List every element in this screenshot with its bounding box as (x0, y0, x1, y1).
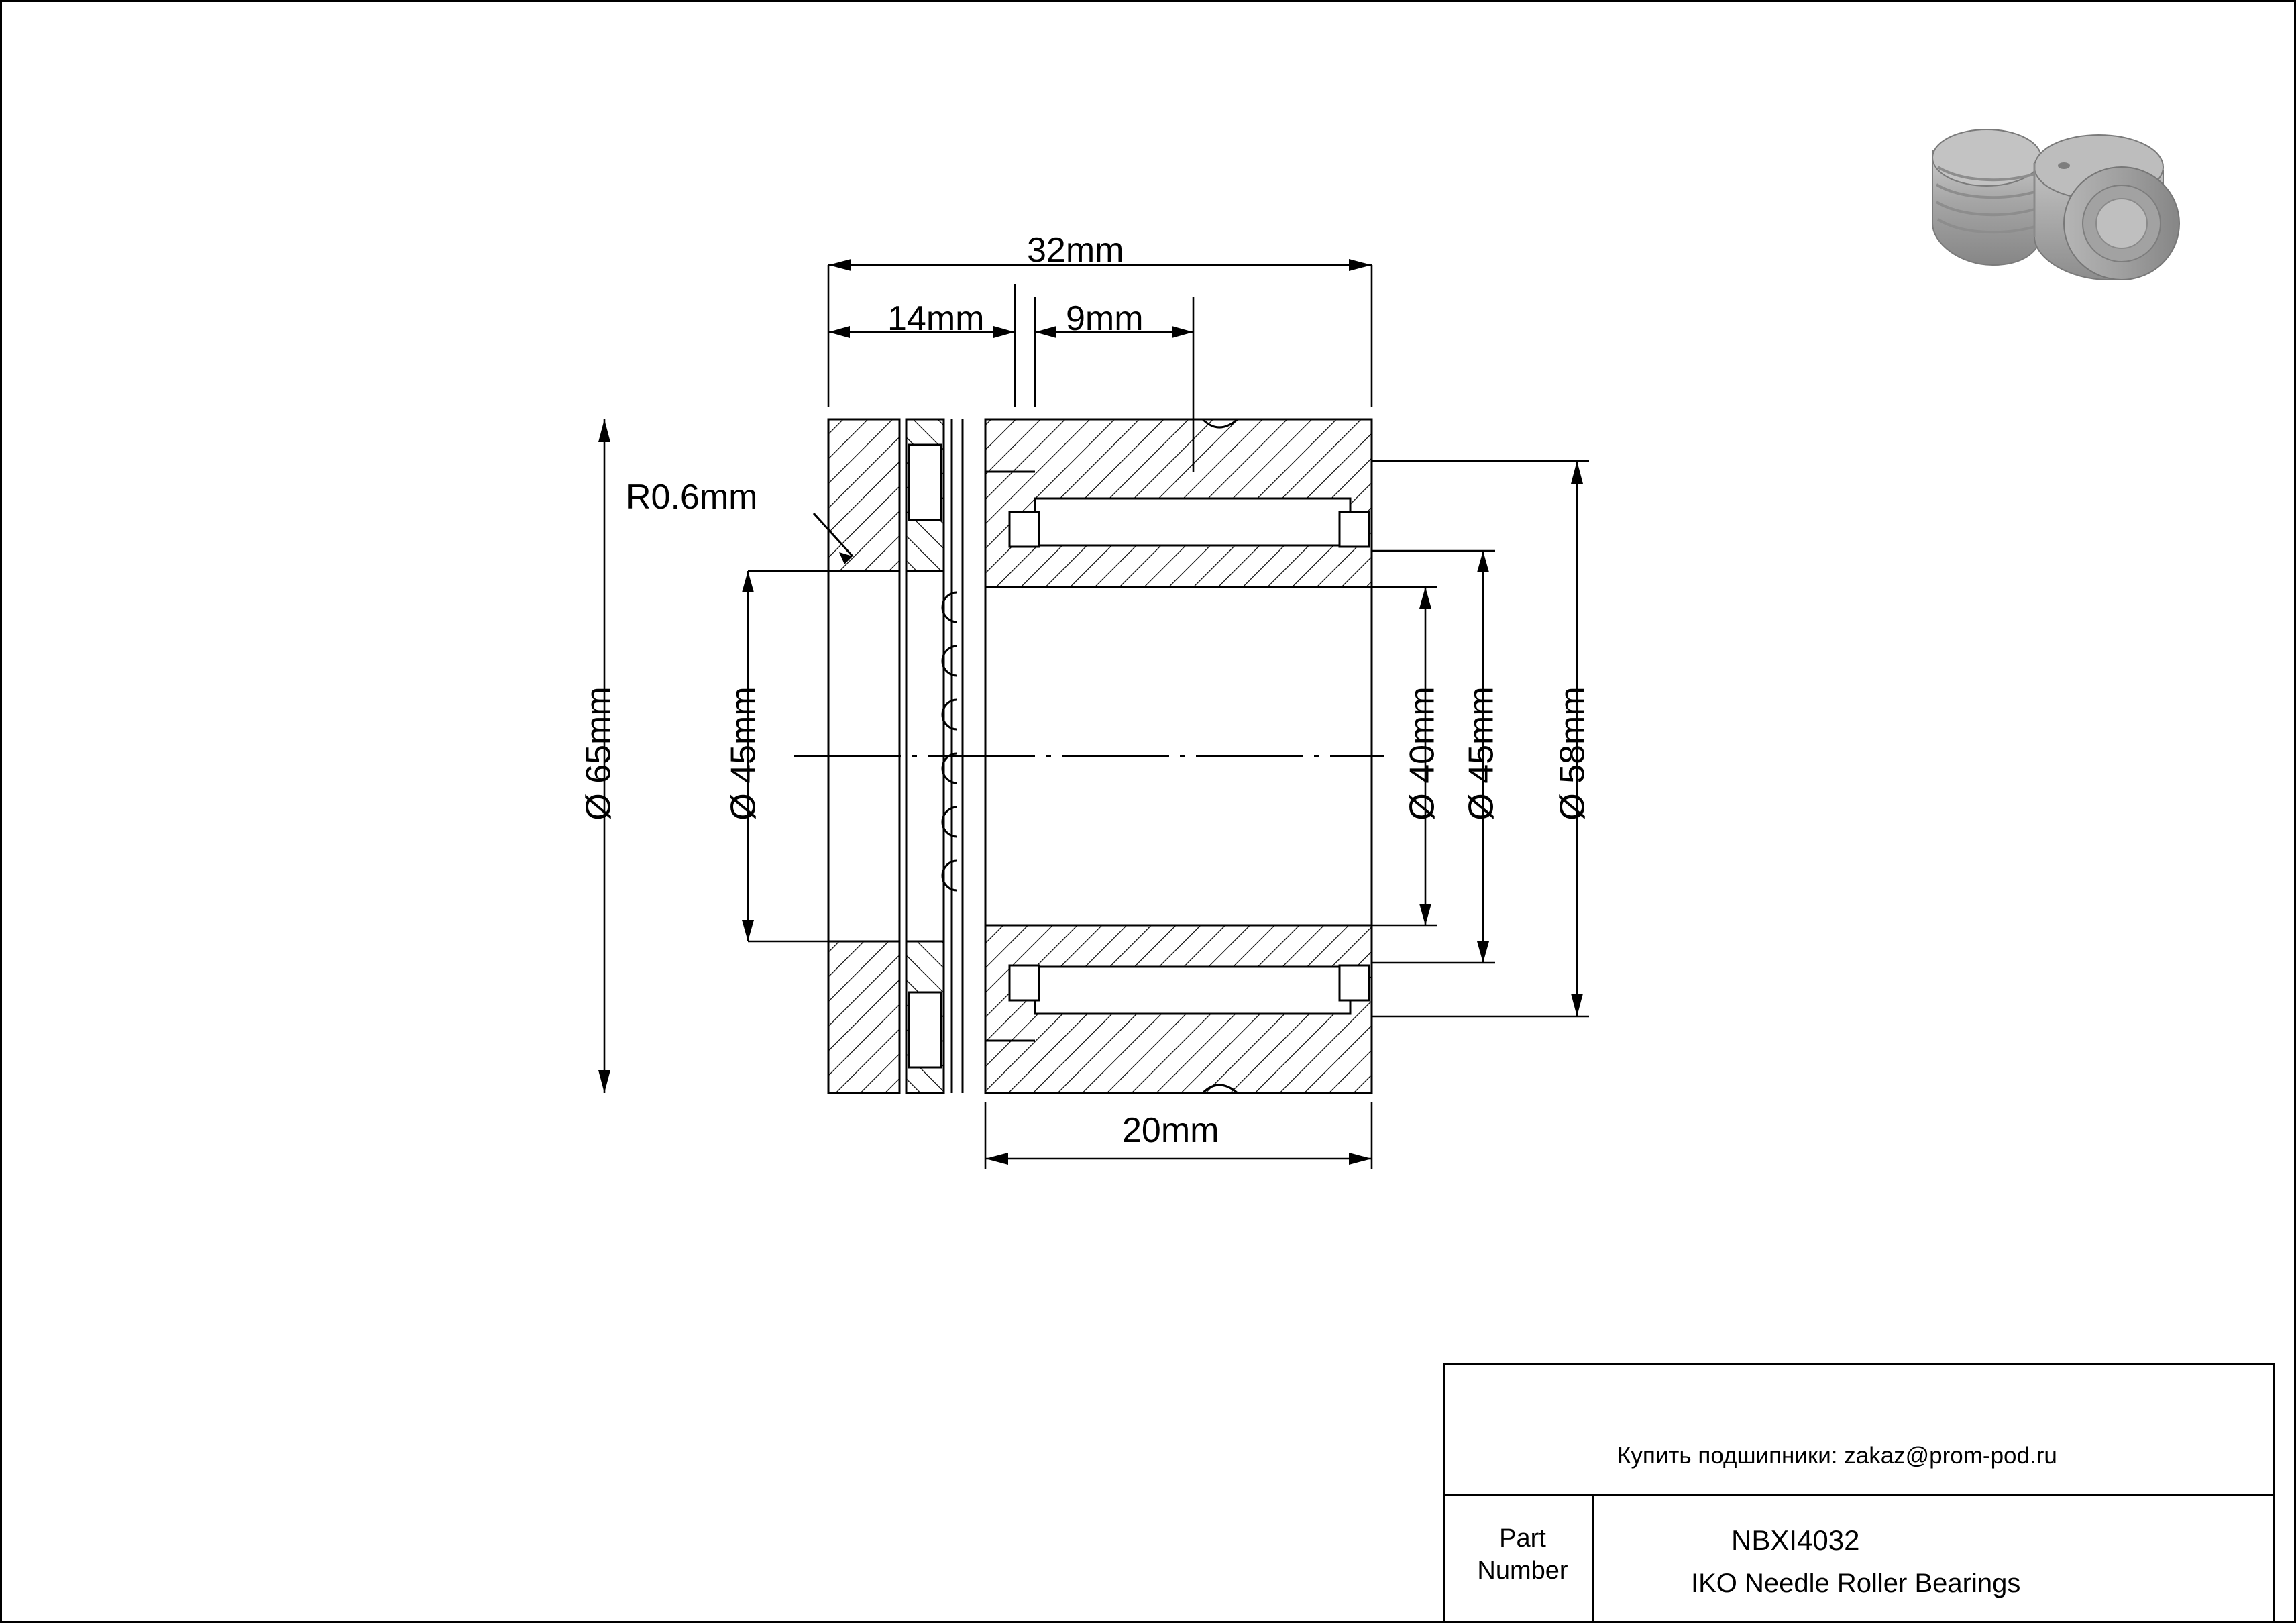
dim-bore-diameter: Ø 40mm (1403, 686, 1442, 821)
tb-top-border (1443, 1363, 2275, 1365)
tb-right-border (2273, 1363, 2275, 1623)
title-block (1443, 1363, 2275, 1623)
dim-flange-width: 14mm (887, 299, 985, 338)
part-number-label-line1: Part (1499, 1524, 1546, 1553)
tb-mid-border (1443, 1494, 2275, 1496)
dim-outer-diameter: Ø 58mm (1553, 686, 1592, 821)
dim-inner-width: 9mm (1066, 299, 1144, 338)
dim-overall-width: 32mm (1027, 231, 1124, 270)
dim-corner-radius: R0.6mm (626, 478, 758, 517)
part-description: IKO Needle Roller Bearings (1691, 1569, 2021, 1598)
isometric-render (1932, 129, 2179, 280)
tb-left-border (1443, 1363, 1445, 1623)
dim-body-width: 20mm (1122, 1111, 1219, 1150)
dim-flange-outer-diameter: Ø 65mm (579, 686, 618, 821)
dim-inner-ring-diameter: Ø 45mm (1462, 686, 1501, 821)
dim-flange-inner-diameter: Ø 45mm (724, 686, 763, 821)
part-number-value: NBXI4032 (1731, 1524, 1860, 1556)
part-number-label (1467, 1523, 1578, 1587)
contact-email-text: Купить подшипники: zakaz@prom-pod.ru (1617, 1443, 2057, 1469)
tb-col-divider (1592, 1494, 1594, 1623)
cross-section (794, 419, 1384, 1093)
part-number-label-line2: Number (1477, 1556, 1568, 1585)
